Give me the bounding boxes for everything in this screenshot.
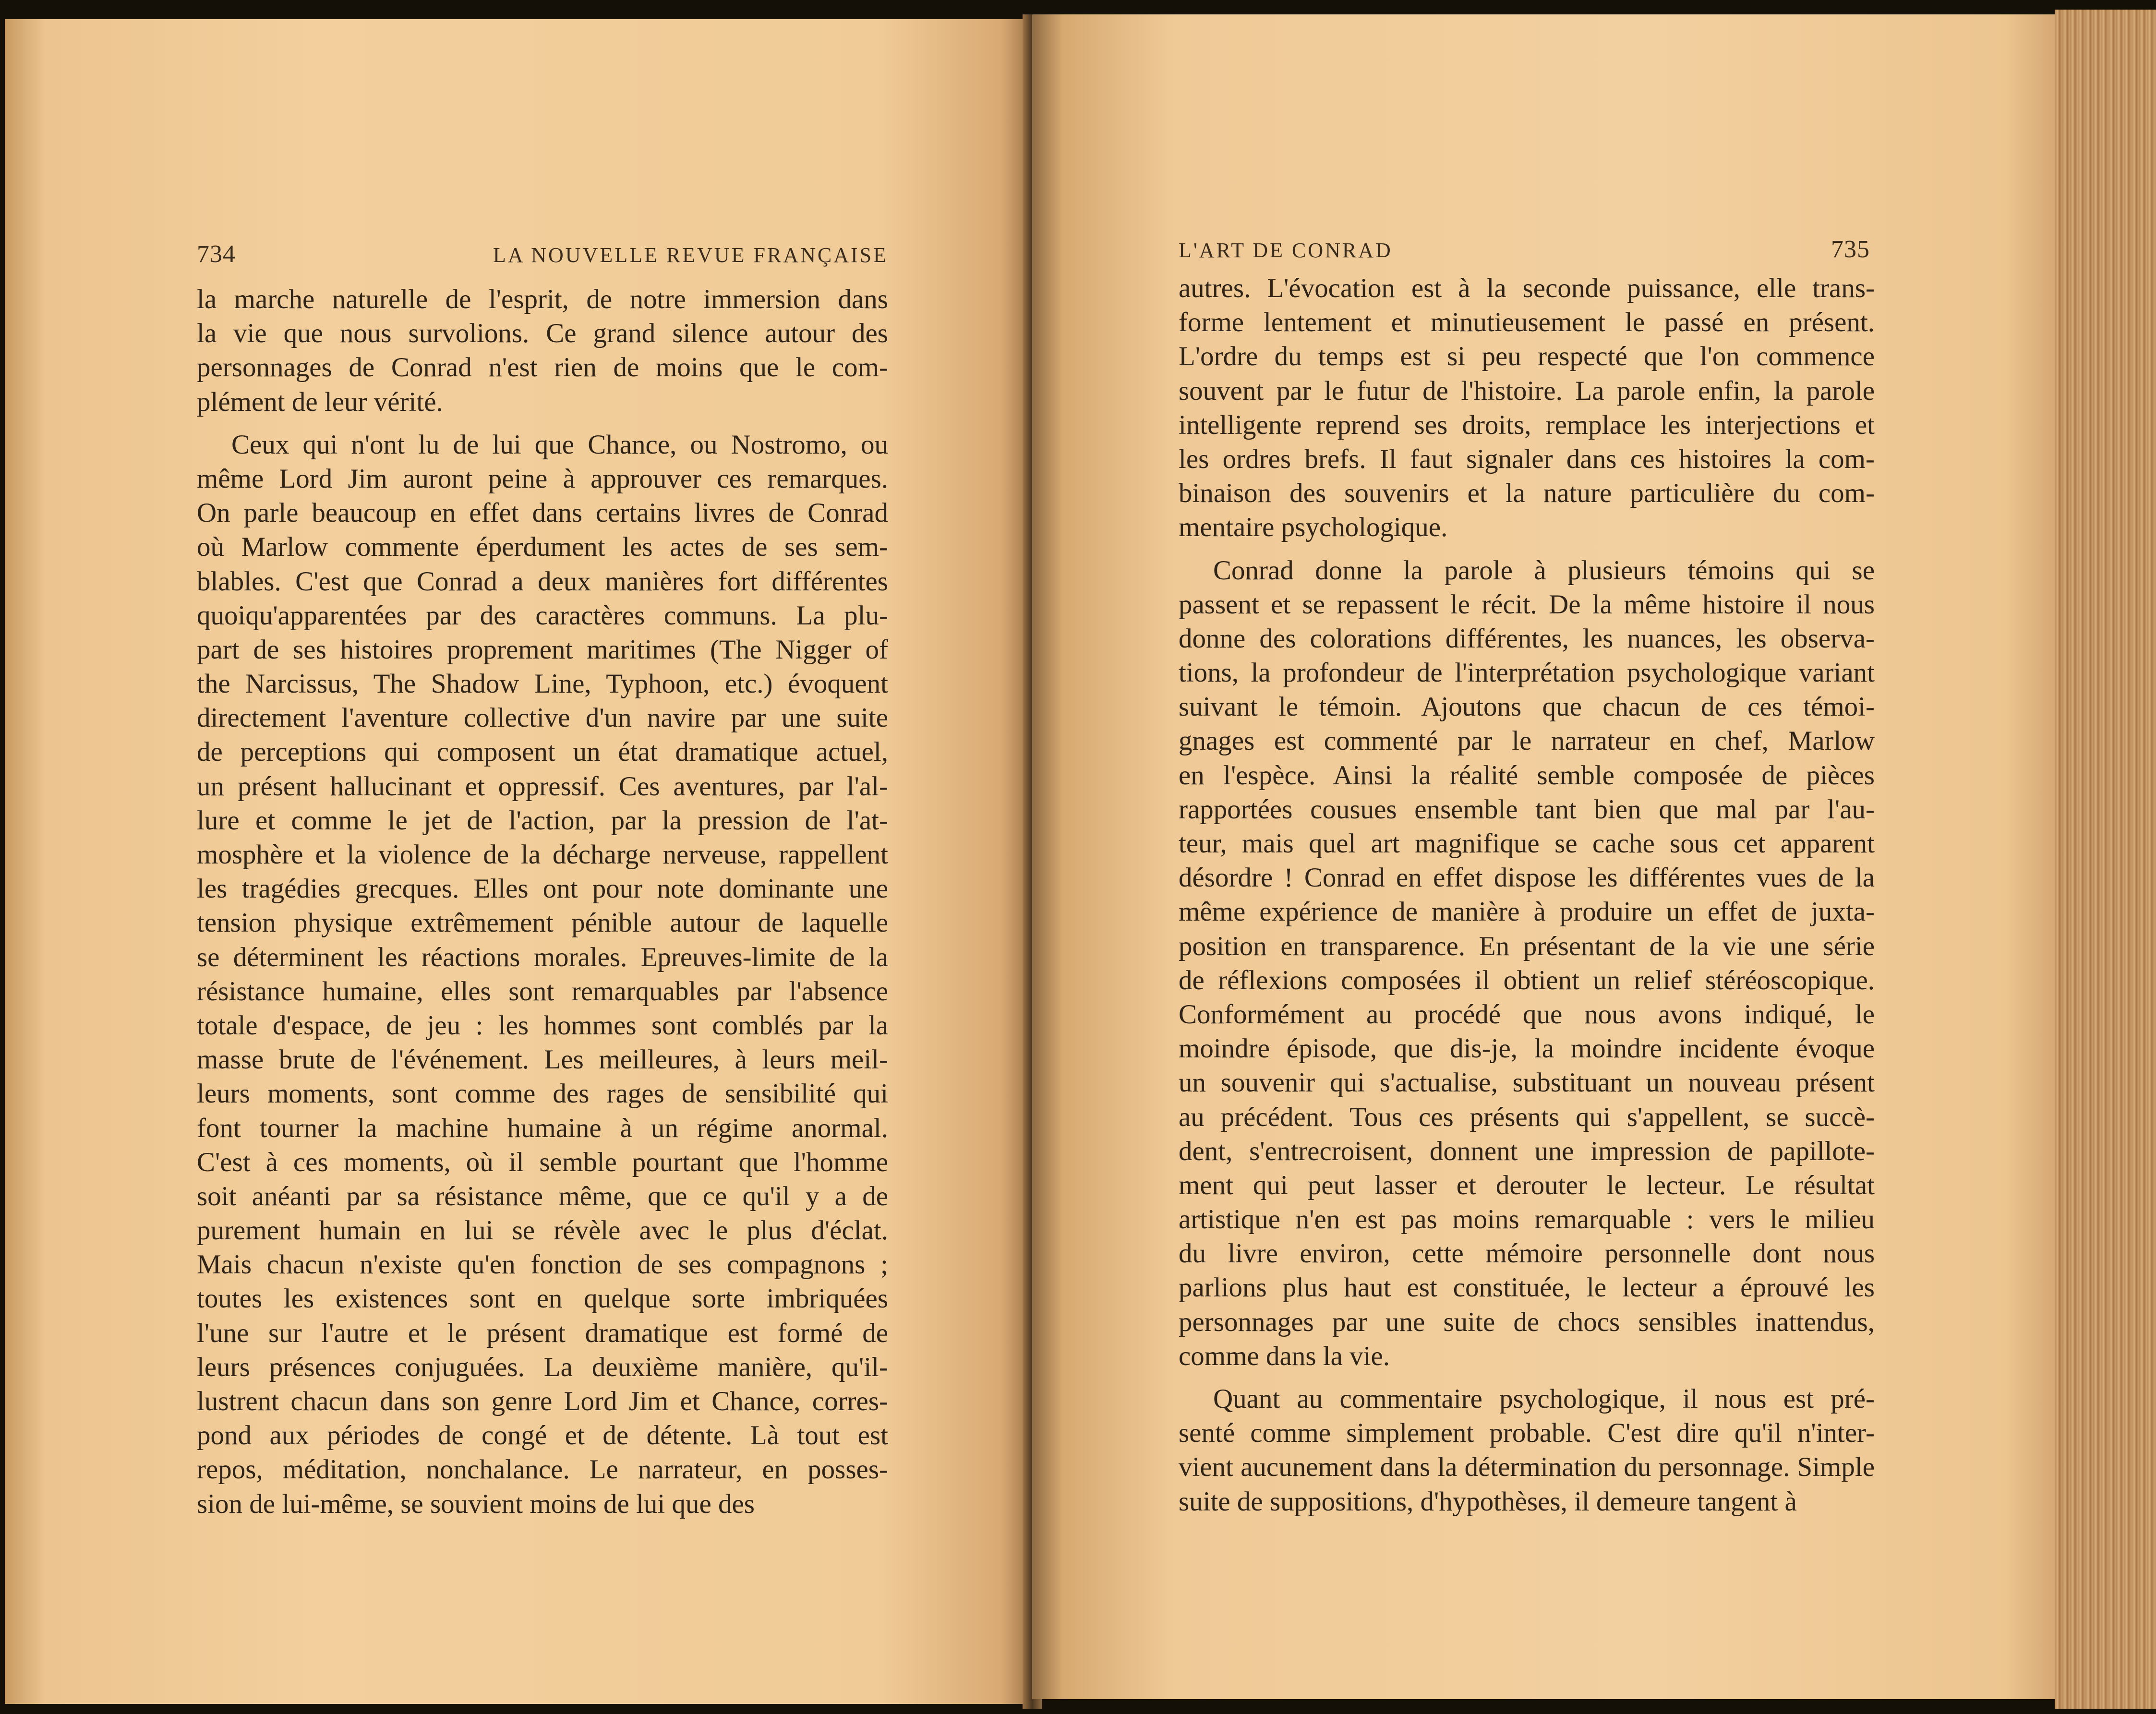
left-body-text <box>197 282 888 1521</box>
text-line: la marche naturelle de l'esprit, de notre immersion dans <box>197 284 888 314</box>
text-line: masse brute de l'événement. Les meilleures, à leurs meil- <box>197 1044 888 1075</box>
text-line: pond aux périodes de congé et de détente. Là tout est <box>197 1420 888 1451</box>
right-running-head <box>1179 235 1870 264</box>
text-line: position en transparence. En présentant de la vie une série <box>1179 931 1875 961</box>
text-line: même Lord Jim auront peine à approuver ces remarques. <box>197 463 888 494</box>
text-line: la vie que nous survolions. Ce grand silence autour des <box>197 318 888 349</box>
text-line: sion de lui-même, se souvient moins de lui que des <box>197 1488 755 1519</box>
text-line: un souvenir qui s'actualise, substituant un nouveau présent <box>1179 1067 1875 1098</box>
text-line: rapportées cousues ensemble tant bien que mal par l'au- <box>1179 794 1875 825</box>
text-line: mosphère et la violence de la décharge nerveuse, rappellent <box>197 839 888 870</box>
text-line: passent et se repassent le récit. De la même histoire il nous <box>1179 589 1875 620</box>
text-line: parlions plus haut est constituée, le lecteur a éprouvé les <box>1179 1272 1875 1303</box>
text-line: plément de leur vérité. <box>197 386 443 417</box>
text-line: the Narcissus, The Shadow Line, Typhoon, etc.) évoquent <box>197 669 888 699</box>
text-line: lure et comme le jet de l'action, par la pression de l'at- <box>197 805 888 836</box>
left-folio: 734 <box>197 240 236 268</box>
text-line: intelligente reprend ses droits, remplace les interjections et <box>1179 409 1875 440</box>
text-line: Ceux qui n'ont lu de lui que Chance, ou Nostromo, ou <box>231 429 888 460</box>
text-line: souvent par le futur de l'histoire. La parole enfin, la parole <box>1179 375 1875 406</box>
right-body-text <box>1179 271 1875 1519</box>
text-line: senté comme simplement probable. C'est dire qu'il n'inter- <box>1179 1418 1875 1449</box>
text-line: lustrent chacun dans son genre Lord Jim et Chance, corres- <box>197 1386 888 1416</box>
text-line: se déterminent les réactions morales. Epreuves-limite de la <box>197 942 888 972</box>
text-line: résistance humaine, elles sont remarquables par l'absence <box>197 976 888 1007</box>
right-folio: 735 <box>1831 236 1870 263</box>
text-line: de perceptions qui composent un état dramatique actuel, <box>197 737 888 767</box>
text-line: Mais chacun n'existe qu'en fonction de ses compagnons ; <box>197 1249 888 1280</box>
text-line: de réflexions composées il obtient un relief stéréoscopique. <box>1179 965 1875 995</box>
right-running-title: L'ART DE CONRAD <box>1179 239 1393 262</box>
text-line: L'ordre du temps est si peu respecté que l'on commence <box>1179 341 1875 372</box>
text-line: leurs présences conjuguées. La deuxième manière, qu'il- <box>197 1352 888 1382</box>
text-line: teur, mais quel art magnifique se cache sous cet apparent <box>1179 828 1875 859</box>
text-line: personnages de Conrad n'est rien de moins que le com- <box>197 352 888 383</box>
text-line: désordre ! Conrad en effet dispose les différentes vues de la <box>1179 863 1875 893</box>
text-line: toutes les existences sont en quelque sorte imbriquées <box>197 1283 888 1314</box>
left-running-head <box>197 240 888 269</box>
text-line: moindre épisode, que dis-je, la moindre incidente évoque <box>1179 1033 1875 1064</box>
text-line: quoiqu'apparentées par des caractères communs. La plu- <box>197 600 888 631</box>
text-line: gnages est commenté par le narrateur en chef, Marlow <box>1179 726 1875 756</box>
text-line: où Marlow commente éperdument les actes de ses sem- <box>197 532 888 563</box>
text-line: suite de suppositions, d'hypothèses, il demeure tangent à <box>1179 1486 1797 1517</box>
text-line: font tourner la machine humaine à un régime anormal. <box>197 1113 888 1143</box>
page-edges <box>2055 10 2156 1709</box>
text-line: vient aucunement dans la détermination du personnage. Simple <box>1179 1452 1875 1483</box>
text-line: blables. C'est que Conrad a deux manières fort différentes <box>197 566 888 597</box>
text-line: donne des colorations différentes, les nuances, les observa- <box>1179 623 1875 654</box>
right-page <box>1032 14 2055 1699</box>
text-line: personnages par une suite de chocs sensibles inattendus, <box>1179 1306 1875 1337</box>
left-page <box>5 19 1032 1704</box>
left-running-title: LA NOUVELLE REVUE FRANÇAISE <box>493 243 888 267</box>
text-line: en l'espèce. Ainsi la réalité semble composée de pièces <box>1179 760 1875 791</box>
text-line: purement humain en lui se révèle avec le plus d'éclat. <box>197 1215 888 1246</box>
text-line: les ordres brefs. Il faut signaler dans ces histoires la com- <box>1179 443 1875 474</box>
text-line: suivant le témoin. Ajoutons que chacun de ces témoi- <box>1179 692 1875 722</box>
text-line: artistique n'en est pas moins remarquable : vers le milieu <box>1179 1204 1875 1235</box>
text-line: du livre environ, cette mémoire personnelle dont nous <box>1179 1238 1875 1269</box>
text-line: mentaire psychologique. <box>1179 512 1448 543</box>
text-line: soit anéanti par sa résistance même, que ce qu'il y a de <box>197 1181 888 1211</box>
text-line: ment qui peut lasser et derouter le lecteur. Le résultat <box>1179 1170 1875 1200</box>
text-line: Conrad donne la parole à plusieurs témoins qui se <box>1213 555 1875 586</box>
text-line: les tragédies grecques. Elles ont pour note dominante une <box>197 874 888 904</box>
text-line: autres. L'évocation est à la seconde puissance, elle trans- <box>1179 273 1875 303</box>
text-line: tions, la profondeur de l'interprétation psychologique variant <box>1179 658 1875 688</box>
text-line: part de ses histoires proprement maritimes (The Nigger of <box>197 634 888 665</box>
text-line: binaison des souvenirs et la nature particulière du com- <box>1179 478 1875 509</box>
text-line: directement l'aventure collective d'un navire par une suite <box>197 703 888 733</box>
text-line: au précédent. Tous ces présents qui s'appellent, se succè- <box>1179 1102 1875 1132</box>
text-line: leurs moments, sont comme des rages de sensibilité qui <box>197 1079 888 1109</box>
text-line: Conformément au procédé que nous avons indiqué, le <box>1179 999 1875 1030</box>
text-line: C'est à ces moments, où il semble pourtant que l'homme <box>197 1147 888 1177</box>
text-line: même expérience de manière à produire un effet de juxta- <box>1179 897 1875 927</box>
text-line: tension physique extrêmement pénible autour de laquelle <box>197 908 888 938</box>
text-line: l'une sur l'autre et le présent dramatique est formé de <box>197 1318 888 1348</box>
text-line: un présent hallucinant et oppressif. Ces aventures, par l'al- <box>197 771 888 802</box>
text-line: dent, s'entrecroisent, donnent une impression de papillote- <box>1179 1136 1875 1166</box>
text-line: On parle beaucoup en effet dans certains livres de Conrad <box>197 498 888 528</box>
text-line: totale d'espace, de jeu : les hommes sont comblés par la <box>197 1010 888 1041</box>
text-line: forme lentement et minutieusement le passé en présent. <box>1179 307 1875 338</box>
text-line: Quant au commentaire psychologique, il nous est pré- <box>1213 1384 1875 1414</box>
text-line: repos, méditation, nonchalance. Le narrateur, en posses- <box>197 1454 888 1485</box>
text-line: comme dans la vie. <box>1179 1341 1390 1371</box>
